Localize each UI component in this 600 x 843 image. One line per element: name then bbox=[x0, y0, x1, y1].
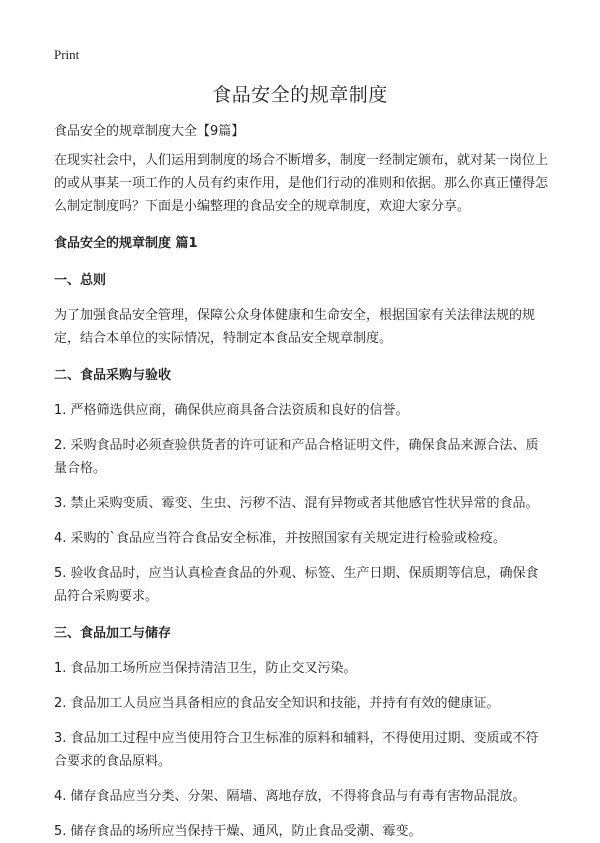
print-link[interactable]: Print bbox=[54, 47, 80, 62]
list-item: 5. 验收食品时，应当认真检查食品的外观、标签、生产日期、保质期等信息，确保食品符合采购要求。 bbox=[54, 566, 539, 604]
document-subtitle: 食品安全的规章制度大全【9篇】 bbox=[54, 124, 245, 139]
section-heading-general: 一、总则 bbox=[54, 273, 107, 288]
list-item: 4. 储存食品应当分类、分架、隔墙、离地存放，不得将食品与有毒有害物品混放。 bbox=[54, 789, 526, 804]
section-heading-processing: 三、食品加工与储存 bbox=[54, 626, 172, 641]
section-paragraph: 为了加强食品安全管理，保障公众身体健康和生命安全，根据国家有关法律法规的规定，结合本单位的实际情况，特制定本食品安全规章制度。 bbox=[54, 308, 536, 346]
list-item: 5. 储存食品的场所应当保持干燥、通风，防止食品受潮、霉变。 bbox=[54, 824, 422, 839]
list-item: 2. 采购食品时必须查验供货者的许可证和产品合格证明文件，确保食品来源合法、质量合格。 bbox=[54, 438, 539, 476]
intro-paragraph: 在现实社会中，人们运用到制度的场合不断增多，制度一经制定颁布，就对某一岗位上的或从事某一项工作的人员有约束作用，是他们行动的准则和依据。那么你真正懂得怎么制定制度吗？下面是小编整理的食品安全的规章制度，欢迎大家分享。 bbox=[54, 153, 549, 214]
list-item: 2. 食品加工人员应当具备相应的食品安全知识和技能，并持有有效的健康证。 bbox=[54, 696, 500, 711]
section-heading-procurement: 二、食品采购与验收 bbox=[54, 368, 172, 383]
list-item: 3. 食品加工过程中应当使用符合卫生标准的原料和辅料，不得使用过期、变质或不符合要求的食品原料。 bbox=[54, 731, 539, 769]
list-item: 1. 食品加工场所应当保持清洁卫生，防止交叉污染。 bbox=[54, 661, 357, 676]
list-item: 4. 采购的`食品应当符合食品安全标准，并按照国家有关规定进行检验或检疫。 bbox=[54, 531, 507, 546]
document-body bbox=[54, 120, 548, 843]
article-heading: 食品安全的规章制度 篇1 bbox=[54, 236, 198, 251]
list-item: 3. 禁止采购变质、霉变、生虫、污秽不洁、混有异物或者其他感官性状异常的食品。 bbox=[54, 496, 539, 511]
page-title: 食品安全的规章制度 bbox=[212, 84, 388, 106]
list-item: 1. 严格筛选供应商，确保供应商具备合法资质和良好的信誉。 bbox=[54, 403, 409, 418]
